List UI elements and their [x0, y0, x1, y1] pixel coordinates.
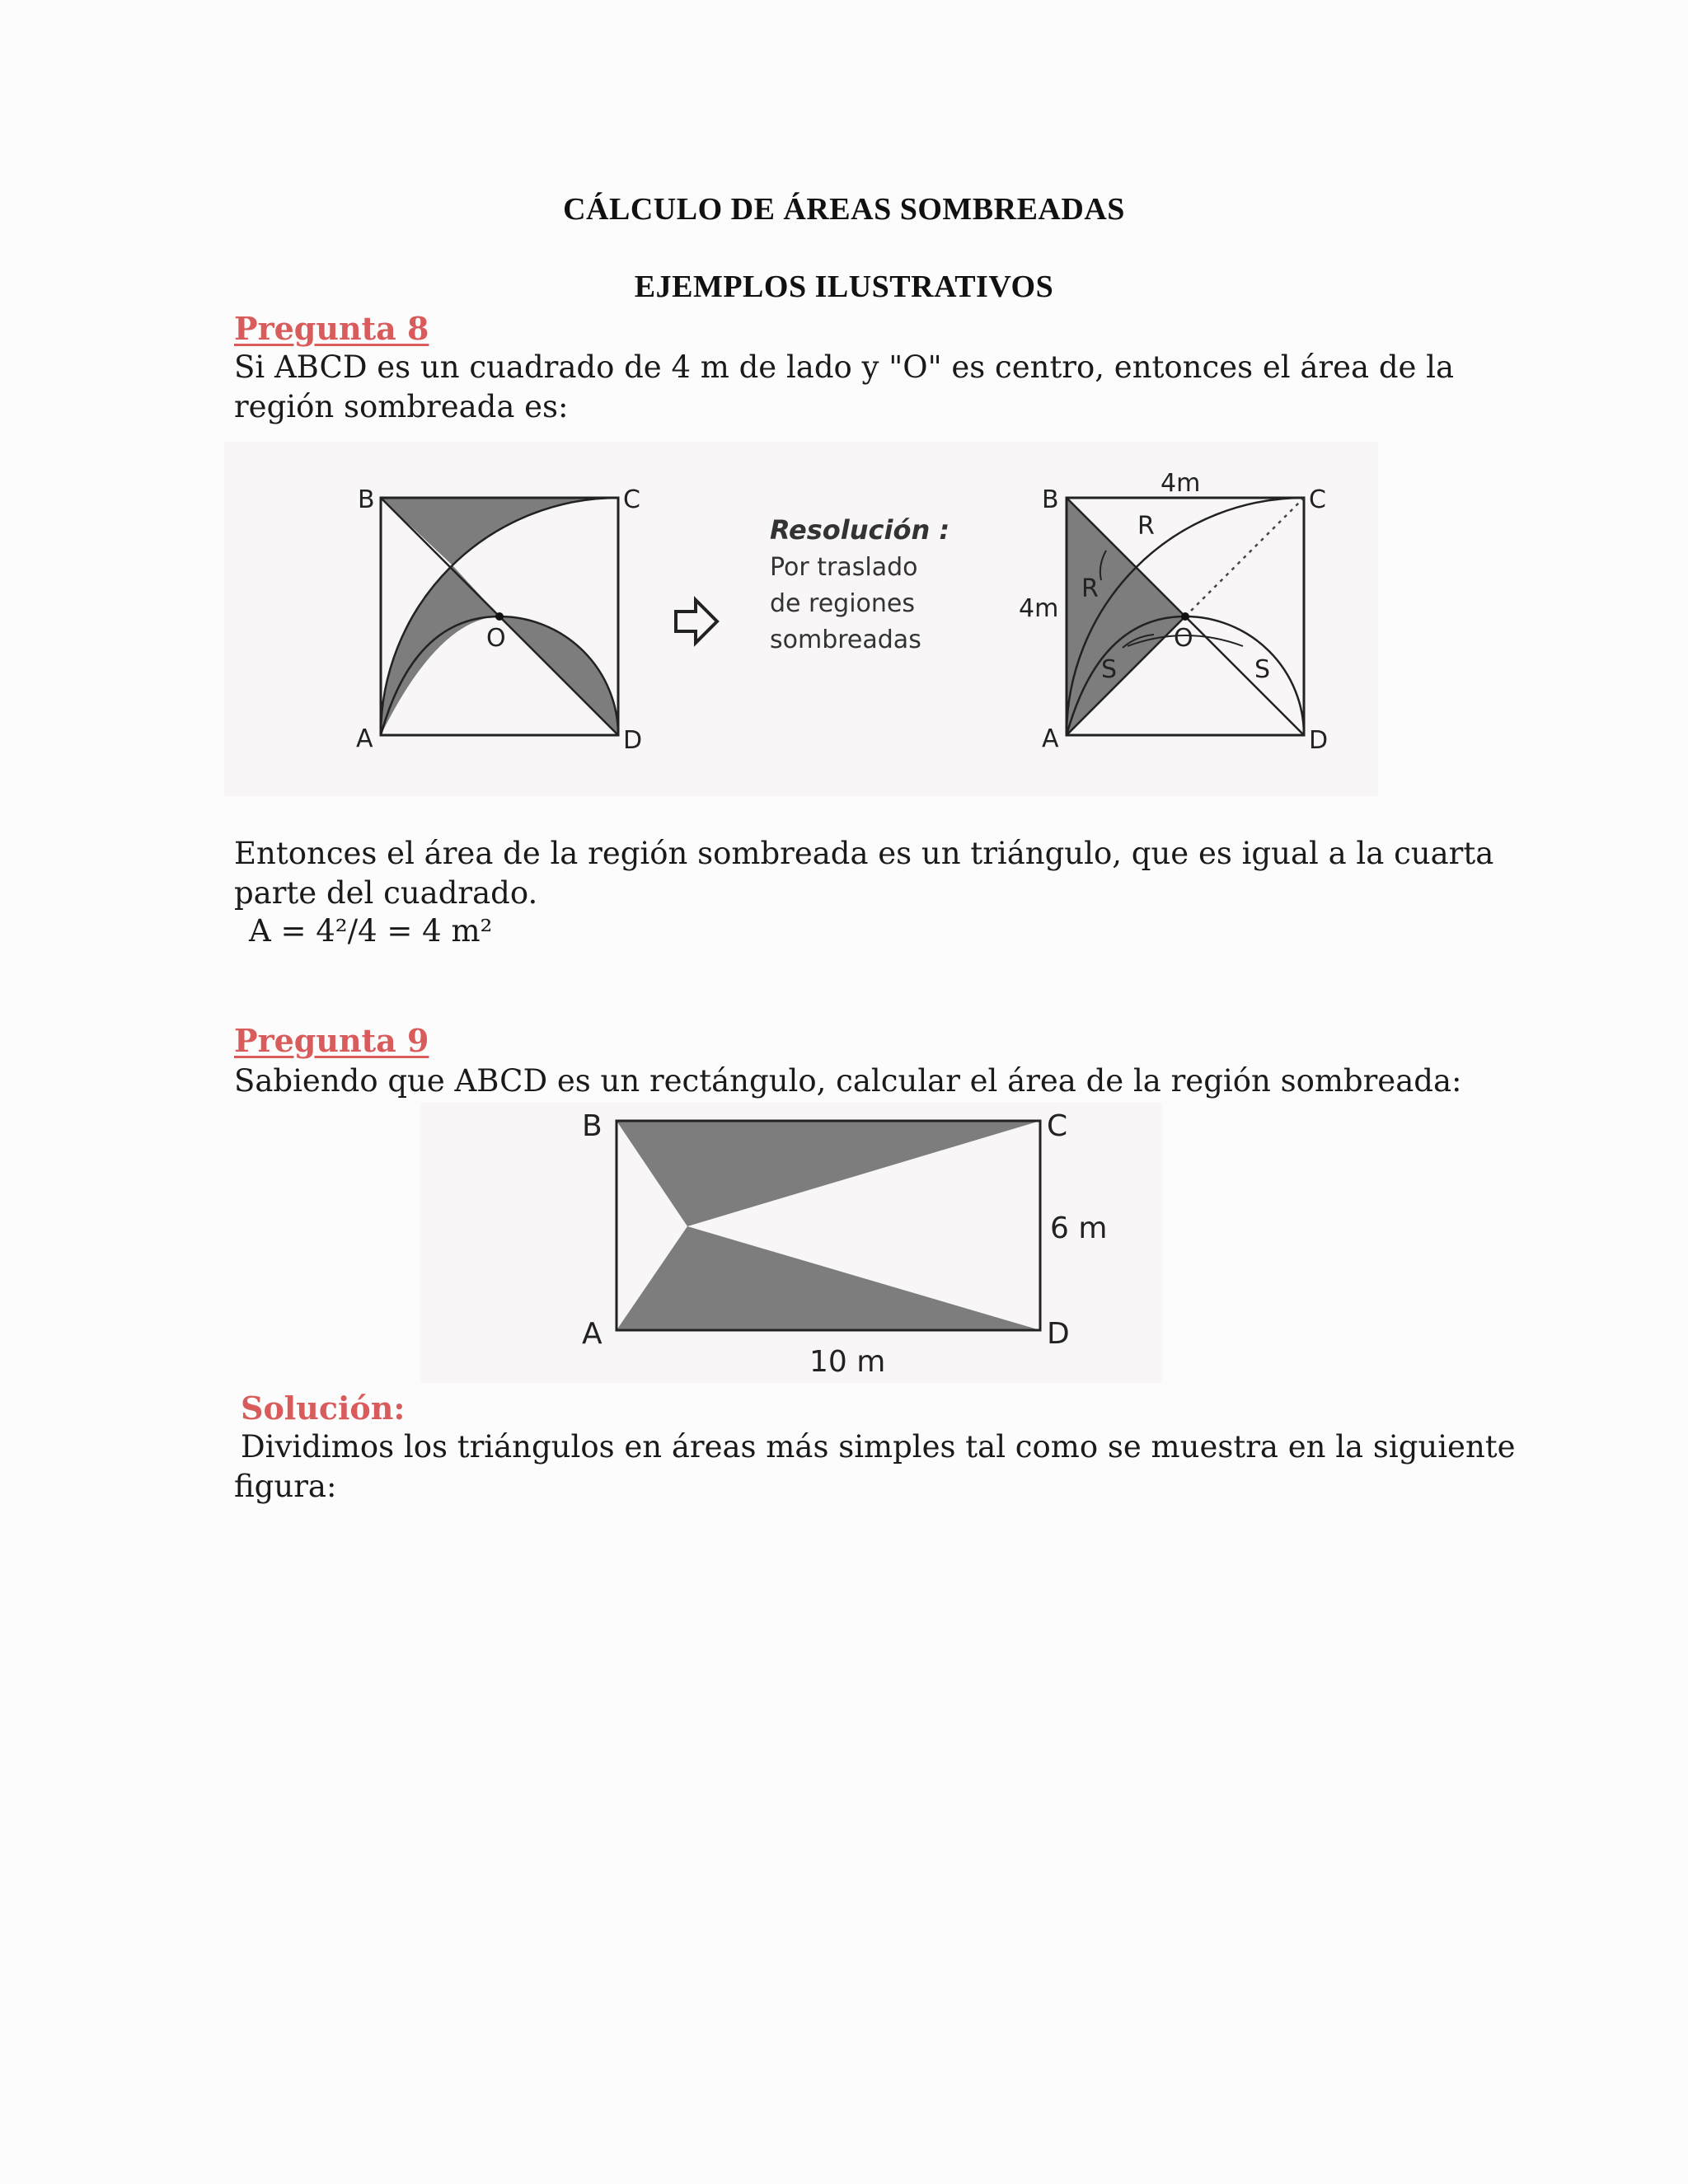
page-subtitle: EJEMPLOS ILUSTRATIVOS: [634, 269, 1054, 304]
rect-shaded-bottom: [617, 1226, 1040, 1330]
right-label-a: A: [1042, 724, 1059, 753]
rect-label-b: B: [582, 1109, 603, 1143]
resolution-title: Resolución :: [770, 514, 950, 546]
rect-width-label: 10 m: [809, 1345, 886, 1379]
right-label-o: O: [1174, 624, 1193, 653]
right-dotted-oc: [1185, 498, 1304, 616]
rect-height-label: 6 m: [1050, 1212, 1108, 1245]
left-label-c: C: [623, 485, 640, 514]
solution-line-1: Dividimos los triángulos en áreas más simples tal como se muestra en la siguiente: [241, 1429, 1516, 1465]
left-shaded-middle: [381, 565, 499, 735]
question-8-answer-line-2: parte del cuadrado.: [234, 875, 538, 911]
right-square-figure: [1019, 469, 1328, 755]
question-8-formula: A = 4²/4 = 4 m²: [249, 913, 493, 949]
rect-label-a: A: [582, 1317, 603, 1351]
solution-line-2: figura:: [234, 1469, 337, 1504]
rect-label-c: C: [1047, 1109, 1068, 1143]
question-8-statement-line-2: región sombreada es:: [234, 389, 569, 424]
right-label-b: B: [1042, 485, 1059, 514]
question-8-statement-line-1: Si ABCD es un cuadrado de 4 m de lado y "O" es centro, entonces el área de la: [234, 349, 1455, 385]
right-label-r-outer: R: [1137, 512, 1155, 541]
right-label-r-inner: R: [1081, 574, 1099, 603]
rect-shaded-top: [617, 1121, 1040, 1226]
left-label-b: B: [358, 485, 375, 514]
arrow-right-icon: [676, 600, 717, 643]
right-side-top-label: 4m: [1160, 469, 1201, 498]
page-title: CÁLCULO DE ÁREAS SOMBREADAS: [563, 192, 1125, 227]
question-9-statement: Sabiendo que ABCD es un rectángulo, calcular el área de la región sombreada:: [234, 1063, 1462, 1099]
left-label-a: A: [356, 724, 373, 753]
question-8-heading: Pregunta 8: [234, 310, 429, 347]
right-shaded-triangle: [1067, 498, 1185, 735]
question-8-answer-line-1: Entonces el área de la región sombreada es un triángulo, que es igual a la cuarta: [234, 836, 1494, 871]
resolution-line-1: Por traslado: [770, 553, 918, 582]
left-shaded-top: [381, 498, 618, 565]
left-label-o: O: [486, 624, 506, 653]
question-8-diagram: [224, 442, 1378, 796]
left-label-d: D: [623, 726, 643, 755]
resolution-line-2: de regiones: [770, 589, 916, 618]
question-9-heading: Pregunta 9: [234, 1022, 429, 1059]
right-label-s-right: S: [1254, 655, 1271, 684]
right-label-s-left: S: [1101, 655, 1118, 684]
question-9-figure: [420, 1103, 1162, 1383]
left-square-figure: [356, 485, 642, 755]
right-label-c: C: [1309, 485, 1326, 514]
right-label-d: D: [1309, 726, 1329, 755]
right-side-left-label: 4m: [1019, 594, 1059, 623]
question-9-diagram: [420, 1103, 1162, 1383]
resolution-line-3: sombreadas: [770, 626, 921, 654]
rect-label-d: D: [1047, 1317, 1070, 1351]
solution-heading: Solución:: [241, 1390, 406, 1427]
right-center-point: [1181, 612, 1189, 621]
left-center-point: [495, 612, 504, 621]
question-8-figure: [224, 442, 1378, 796]
